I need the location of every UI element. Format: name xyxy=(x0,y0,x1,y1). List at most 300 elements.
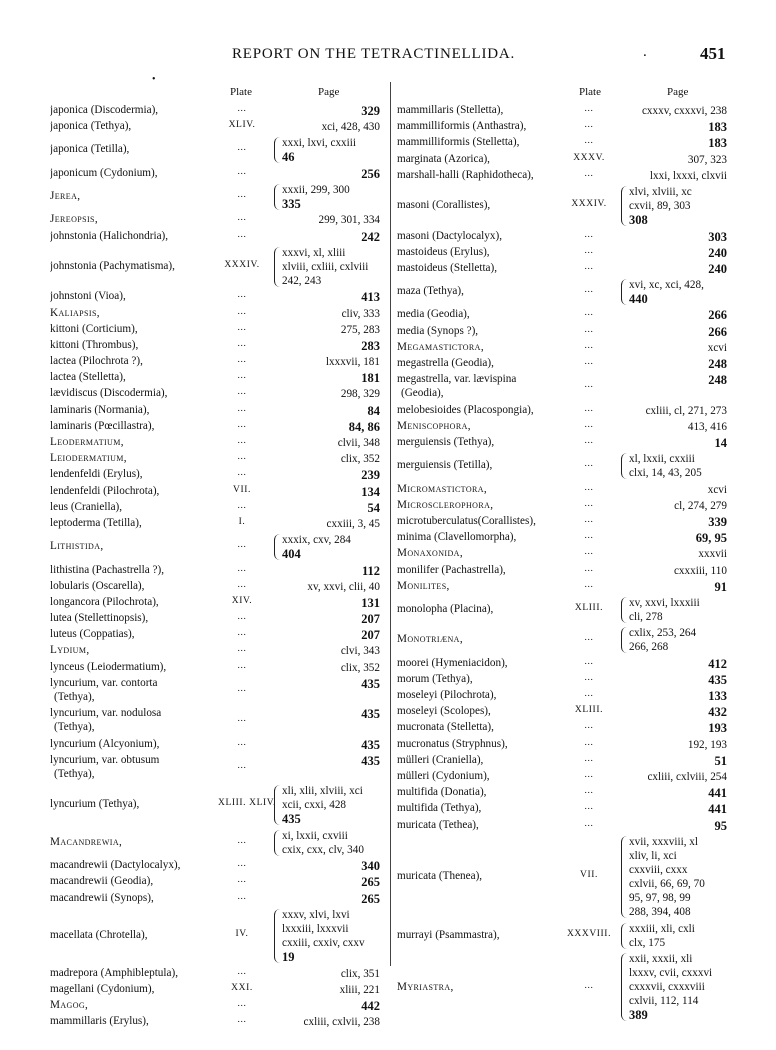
index-entry xyxy=(397,308,732,324)
plate-ref: ... xyxy=(584,818,594,829)
brace-icon xyxy=(274,534,281,560)
index-entry xyxy=(50,967,387,983)
entry-name: mülleri (Craniella), xyxy=(397,753,484,766)
page-refs xyxy=(619,420,727,434)
plate-ref: ... xyxy=(237,628,247,639)
page-refs xyxy=(272,829,380,857)
entry-name: Lydium, xyxy=(50,644,90,657)
index-entry xyxy=(50,501,387,517)
index-entry xyxy=(397,153,732,169)
page-ref-line: 240 xyxy=(708,261,727,276)
page-header: Page xyxy=(318,86,340,98)
page-ref-line: 84 xyxy=(367,403,380,418)
index-entry xyxy=(50,290,387,306)
entry-name: mastoideus (Erylus), xyxy=(397,245,490,258)
page-refs xyxy=(619,673,727,687)
page-ref-line: xcvi xyxy=(707,341,727,354)
plate-ref: ... xyxy=(584,261,594,272)
index-entry xyxy=(50,661,387,677)
page-ref-line: cxxxv, cxxxvi, 238 xyxy=(641,105,727,117)
page-ref-line: 240 xyxy=(708,245,727,260)
page-refs xyxy=(619,185,727,227)
entry-name: Monotriæna, xyxy=(397,633,464,646)
index-entry xyxy=(397,547,732,563)
page-ref-line: clix, 351 xyxy=(340,967,380,980)
index-entry xyxy=(50,420,387,436)
page-refs xyxy=(619,657,727,671)
index-entry xyxy=(397,136,732,152)
plate-ref: ... xyxy=(237,891,247,902)
page-ref-line: 288, 394, 408 xyxy=(629,905,691,918)
page-ref-line: xxxii, 299, 300 xyxy=(282,183,350,196)
index-entry xyxy=(50,371,387,387)
index-entry xyxy=(50,183,387,213)
entry-name: madrepora (Amphibleptula), xyxy=(50,966,178,979)
plate-ref: ... xyxy=(237,644,247,655)
page-ref-line: clix, 352 xyxy=(340,661,380,674)
page-refs xyxy=(619,404,727,418)
entry-name: laminaris (Normania), xyxy=(50,403,150,416)
page-refs xyxy=(619,531,727,545)
page-refs xyxy=(272,999,380,1013)
page-refs xyxy=(619,705,727,719)
plate-ref: ... xyxy=(584,459,594,470)
brace-icon xyxy=(621,597,628,623)
page-refs xyxy=(619,436,727,450)
page-refs xyxy=(272,436,380,450)
page-ref-line: cxxxiii, 110 xyxy=(673,564,727,577)
entry-name: lyncurium, var. obtusum xyxy=(50,753,160,766)
page-ref-line: 242, 243 xyxy=(282,274,322,287)
page-ref-line: 340 xyxy=(361,859,380,874)
page-ref-line: 248 xyxy=(708,357,727,372)
entry-name: kittoni (Thrombus), xyxy=(50,338,139,351)
index-entry xyxy=(50,564,387,580)
page-ref-line: 266, 268 xyxy=(629,641,669,654)
plate-ref: ... xyxy=(584,689,594,700)
plate-ref: ... xyxy=(237,322,247,333)
page-refs xyxy=(619,104,727,118)
entry-name: johnstoni (Vioa), xyxy=(50,290,126,303)
page-refs xyxy=(619,835,727,919)
index-column-left xyxy=(50,84,387,1031)
index-entry xyxy=(50,387,387,403)
page-ref-line: 207 xyxy=(361,628,380,643)
page-ref-line: 54 xyxy=(367,500,380,515)
entry-name: leus (Craniella), xyxy=(50,500,123,513)
plate-ref: ... xyxy=(237,355,247,366)
page-refs xyxy=(272,1015,380,1029)
brace-icon xyxy=(274,184,281,210)
plate-ref: ... xyxy=(237,452,247,463)
plate-ref: XXXIV. xyxy=(571,199,607,210)
page-ref-line: xxxvii xyxy=(698,548,727,561)
entry-name: lutea (Stellettinopsis), xyxy=(50,612,149,625)
entry-name: murrayi (Psammastra), xyxy=(397,929,500,942)
entry-name: lactea (Stelletta), xyxy=(50,371,126,384)
page-refs xyxy=(272,230,380,244)
index-entry xyxy=(50,707,387,737)
page-refs xyxy=(619,738,727,752)
page-ref-line: lxxxiii, lxxxvii xyxy=(282,922,349,935)
page-refs xyxy=(619,952,727,1022)
page-ref-line: 265 xyxy=(361,875,380,890)
page-ref-line: 265 xyxy=(361,891,380,906)
page-ref-line: 112 xyxy=(361,563,380,578)
plate-ref: ... xyxy=(237,660,247,671)
index-entry xyxy=(50,120,387,136)
plate-ref: ... xyxy=(237,998,247,1009)
entry-name: mammilliformis (Anthastra), xyxy=(397,120,527,133)
page-refs xyxy=(619,754,727,768)
page-ref-line: cxlvii, 66, 69, 70 xyxy=(629,877,705,890)
plate-ref: ... xyxy=(237,612,247,623)
entry-name-continued: (Tethya), xyxy=(54,767,95,780)
page-ref-line: 329 xyxy=(361,104,380,118)
page-refs xyxy=(272,983,380,997)
running-title: REPORT ON THE TETRACTINELLIDA. xyxy=(232,46,516,62)
entry-name: macandrewii (Geodia), xyxy=(50,875,154,888)
page-refs xyxy=(272,612,380,626)
plate-ref: ... xyxy=(237,835,247,846)
entry-name: Micromastictora, xyxy=(397,482,488,495)
page-ref-line: cxlix, 253, 264 xyxy=(629,627,697,640)
entry-name: leptoderma (Tetilla), xyxy=(50,516,142,529)
page-ref-line: xxxvi, xl, xliii xyxy=(282,246,346,259)
entry-name: muricata (Tethea), xyxy=(397,818,479,831)
plate-ref: ... xyxy=(584,285,594,296)
page-refs xyxy=(272,246,380,288)
page-ref-line: 248 xyxy=(708,373,727,388)
index-entry xyxy=(397,230,732,246)
entry-name: lobularis (Oscarella), xyxy=(50,579,145,592)
page-ref-line: 207 xyxy=(361,612,380,627)
index-entry xyxy=(397,341,732,357)
page-ref-line: clvii, 348 xyxy=(337,437,380,449)
page-ref-line: xci, 428, 430 xyxy=(321,121,380,134)
index-entry xyxy=(50,452,387,468)
index-entry xyxy=(50,436,387,452)
plate-ref: ... xyxy=(584,802,594,813)
page-ref-line: xxii, xxxii, xli xyxy=(629,953,693,966)
index-entry xyxy=(50,213,387,229)
page-refs xyxy=(272,875,380,889)
plate-ref: ... xyxy=(584,672,594,683)
page-ref-line: 303 xyxy=(708,229,727,244)
page-ref-line: cxlvii, 112, 114 xyxy=(629,995,699,1008)
page-ref-line: 308 xyxy=(629,212,648,227)
page-refs xyxy=(619,262,727,276)
plate-ref: I. xyxy=(238,516,246,527)
index-entry xyxy=(50,596,387,612)
page-ref-line: lxxi, lxxxi, clxvii xyxy=(649,169,727,182)
index-entry xyxy=(50,136,387,166)
index-entry xyxy=(397,404,732,420)
page-ref-line: cxxiii, 3, 45 xyxy=(326,517,380,530)
page-refs xyxy=(619,169,727,183)
plate-ref: ... xyxy=(237,338,247,349)
entry-name: lyncurium (Tethya), xyxy=(50,798,140,811)
page-ref-line: 275, 283 xyxy=(340,323,380,336)
brace-icon xyxy=(621,279,628,305)
page-refs xyxy=(619,786,727,800)
page-ref-line: clxi, 14, 43, 205 xyxy=(629,467,702,480)
entry-name: Myriastra, xyxy=(397,980,454,993)
entry-name: masoni (Corallistes), xyxy=(397,199,491,212)
index-entry xyxy=(397,169,732,185)
entry-name-continued: (Geodia), xyxy=(401,387,444,400)
page-refs xyxy=(619,626,727,654)
page-ref-line: xxxiii, xli, cxli xyxy=(629,922,695,935)
entry-name: Monilites, xyxy=(397,579,450,592)
page-ref-line: 91 xyxy=(714,579,727,594)
plate-ref: ... xyxy=(237,213,247,224)
plate-ref: ... xyxy=(584,419,594,430)
index-entry xyxy=(397,922,732,952)
page-refs xyxy=(619,770,727,784)
page-refs xyxy=(619,325,727,339)
page-ref-line: 69, 95 xyxy=(695,531,727,546)
entry-name: macandrewii (Synops), xyxy=(50,891,154,904)
plate-ref: ... xyxy=(237,143,247,154)
plate-ref: ... xyxy=(584,514,594,525)
page-refs xyxy=(272,564,380,578)
plate-ref: ... xyxy=(584,980,594,991)
page-ref-line: 46 xyxy=(282,150,295,165)
page-ref-line: xv, xxvi, lxxxiii xyxy=(629,596,700,609)
page-ref-line: 435 xyxy=(361,753,380,768)
plate-ref: ... xyxy=(237,403,247,414)
plate-ref: XIV. xyxy=(231,595,253,606)
page-refs xyxy=(619,136,727,150)
page-refs xyxy=(272,355,380,369)
page-ref-line: xxxv, xlvi, lxvi xyxy=(282,908,350,921)
plate-ref: ... xyxy=(584,563,594,574)
page-refs xyxy=(272,859,380,873)
page-refs xyxy=(272,754,380,768)
page-refs xyxy=(272,533,380,561)
index-entry xyxy=(397,185,732,230)
brace-icon xyxy=(621,453,628,479)
plate-ref: ... xyxy=(237,104,247,114)
index-entry xyxy=(50,983,387,999)
plate-ref: ... xyxy=(584,769,594,780)
page-ref-line: 283 xyxy=(361,338,380,353)
page-refs xyxy=(272,104,380,118)
index-entry xyxy=(397,373,732,403)
page-refs xyxy=(272,485,380,499)
plate-ref: ... xyxy=(584,120,594,131)
entry-name-continued: (Tethya), xyxy=(54,691,95,704)
page-ref-line: 95 xyxy=(714,818,727,833)
entry-name: Jereopsis, xyxy=(50,213,99,226)
index-entry xyxy=(397,673,732,689)
plate-ref: ... xyxy=(584,482,594,493)
index-entry xyxy=(397,420,732,436)
index-entry xyxy=(50,533,387,563)
page-refs xyxy=(272,136,380,164)
page-refs xyxy=(272,167,380,181)
index-entry xyxy=(397,325,732,341)
page-refs xyxy=(619,153,727,167)
page-refs xyxy=(272,323,380,337)
entry-name: macandrewii (Dactylocalyx), xyxy=(50,859,181,872)
entry-name: luteus (Coppatias), xyxy=(50,628,135,641)
brace-icon xyxy=(274,830,281,856)
entry-name: monolopha (Placina), xyxy=(397,602,494,615)
entry-name: Leiodermatium, xyxy=(50,452,128,465)
brace-icon xyxy=(274,247,281,287)
page-ref-line: 442 xyxy=(361,998,380,1013)
index-entry xyxy=(50,580,387,596)
page-ref-line: 266 xyxy=(708,308,727,323)
plate-ref: XLIII. xyxy=(574,602,604,613)
brace-icon xyxy=(274,137,281,163)
page-ref-line: 339 xyxy=(708,514,727,529)
entry-name: multifida (Tethya), xyxy=(397,802,482,815)
index-entry xyxy=(397,819,732,835)
column-header-right xyxy=(397,84,732,104)
page-refs xyxy=(619,689,727,703)
page-ref-line: cxxxvii, cxxxviii xyxy=(629,981,705,994)
page-ref-line: 389 xyxy=(629,1008,648,1023)
plate-ref: ... xyxy=(237,859,247,870)
page-refs xyxy=(272,596,380,610)
entry-name: Macandrewia, xyxy=(50,835,123,848)
entry-name: mülleri (Cydonium), xyxy=(397,769,490,782)
entry-name: macellata (Chrotella), xyxy=(50,929,148,942)
index-entry xyxy=(50,908,387,967)
page-ref-line: 298, 329 xyxy=(340,388,380,401)
page-ref-line: 435 xyxy=(361,707,380,722)
index-entry xyxy=(397,754,732,770)
page-ref-line: 435 xyxy=(708,672,727,687)
entry-name: multifida (Donatia), xyxy=(397,786,487,799)
entry-name: morum (Tethya), xyxy=(397,672,473,685)
index-entry xyxy=(50,485,387,501)
page-ref-line: xvii, xxxviii, xl xyxy=(629,835,698,848)
index-entry xyxy=(50,612,387,628)
page-refs xyxy=(619,452,727,480)
entry-name: Meniscophora, xyxy=(397,419,471,432)
page-ref-line: clx, 175 xyxy=(629,936,666,949)
entry-name: johnstonia (Pachymatisma), xyxy=(50,259,175,272)
page-ref-line: xvi, xc, xci, 428, xyxy=(629,279,704,292)
plate-ref: XXXVIII. xyxy=(566,929,612,940)
plate-ref: ... xyxy=(237,290,247,301)
page-refs xyxy=(272,908,380,964)
page-ref-line: 413 xyxy=(361,290,380,305)
page-ref-line: xcvi xyxy=(707,483,727,496)
page-ref-line: cxliii, cxlvii, 238 xyxy=(303,1016,380,1029)
plate-ref: ... xyxy=(237,875,247,886)
entry-name: mucronata (Stelletta), xyxy=(397,721,494,734)
page-refs xyxy=(272,967,380,981)
page-ref-line: 435 xyxy=(361,737,380,752)
entry-name: Kaliapsis, xyxy=(50,306,100,319)
page-ref-line: cxliii, cl, 271, 273 xyxy=(645,404,727,417)
index-entry xyxy=(50,404,387,420)
index-entry xyxy=(50,784,387,829)
entry-name: Monaxonida, xyxy=(397,547,464,560)
index-entry xyxy=(397,952,732,1025)
entry-name: media (Synops ?), xyxy=(397,324,479,337)
plate-ref: ... xyxy=(584,104,594,114)
plate-ref: ... xyxy=(237,737,247,748)
entry-name: megastrella (Geodia), xyxy=(397,357,494,370)
page-ref-line: 183 xyxy=(708,120,727,135)
entry-name: Leodermatium, xyxy=(50,436,124,448)
index-entry xyxy=(50,307,387,323)
entry-name: masoni (Dactylocalyx), xyxy=(397,229,503,242)
index-entry xyxy=(397,564,732,580)
page-ref-line: 435 xyxy=(361,676,380,691)
page-ref-line: cxxiii, cxxiv, cxxv xyxy=(282,936,365,949)
plate-ref: ... xyxy=(584,403,594,414)
entry-name: megastrella, var. lævispina xyxy=(397,373,517,386)
plate-ref: ... xyxy=(584,168,594,179)
page-ref-line: 440 xyxy=(629,292,648,307)
brace-icon xyxy=(621,836,628,918)
plate-ref: XXI. xyxy=(231,982,253,993)
page-refs xyxy=(272,738,380,752)
page-ref-line: 404 xyxy=(282,547,301,562)
page-ref-line: 441 xyxy=(708,802,727,817)
entry-name: microtuberculatus(Corallistes), xyxy=(397,514,536,527)
entry-name: japonica (Tethya), xyxy=(50,120,132,133)
page-header: Page xyxy=(667,86,689,98)
entry-name: moseleyi (Scolopes), xyxy=(397,705,491,718)
index-entry xyxy=(50,355,387,371)
index-entry xyxy=(50,1015,387,1031)
page-ref-line: 239 xyxy=(361,468,380,483)
entry-name: Jerea, xyxy=(50,190,81,203)
index-entry xyxy=(397,483,732,499)
entry-name-continued: (Tethya), xyxy=(54,721,95,734)
page-ref-line: 51 xyxy=(714,753,727,768)
index-entry xyxy=(50,104,387,120)
page-ref-line: cliv, 333 xyxy=(341,307,380,320)
plate-header: Plate xyxy=(579,86,601,98)
page-ref-line: clvi, 343 xyxy=(340,645,380,658)
page-refs xyxy=(619,721,727,735)
entry-name: lendenfeldi (Pilochrota), xyxy=(50,484,160,497)
page-refs xyxy=(619,547,727,561)
index-entry xyxy=(397,499,732,515)
page-refs xyxy=(619,922,727,950)
page-refs xyxy=(619,802,727,816)
page-refs xyxy=(272,628,380,642)
entry-name: marginata (Azorica), xyxy=(397,152,490,165)
plate-ref: VII. xyxy=(233,484,251,495)
page-refs xyxy=(272,580,380,594)
index-entry xyxy=(397,246,732,262)
left-entries xyxy=(50,104,387,1031)
index-entry xyxy=(397,580,732,596)
plate-ref: ... xyxy=(237,579,247,590)
page-ref-line: 95, 97, 98, 99 xyxy=(629,891,691,904)
plate-ref: XXXV. xyxy=(573,152,605,163)
index-entry xyxy=(50,738,387,754)
index-entry xyxy=(397,738,732,754)
page-refs xyxy=(619,596,727,624)
page-refs xyxy=(272,452,380,466)
index-column-right xyxy=(397,84,732,1025)
page-ref-line: 307, 323 xyxy=(687,153,727,166)
index-entry xyxy=(50,246,387,291)
page-ref-line: cxliii, cxlviii, 254 xyxy=(647,770,727,783)
plate-ref: ... xyxy=(584,786,594,797)
